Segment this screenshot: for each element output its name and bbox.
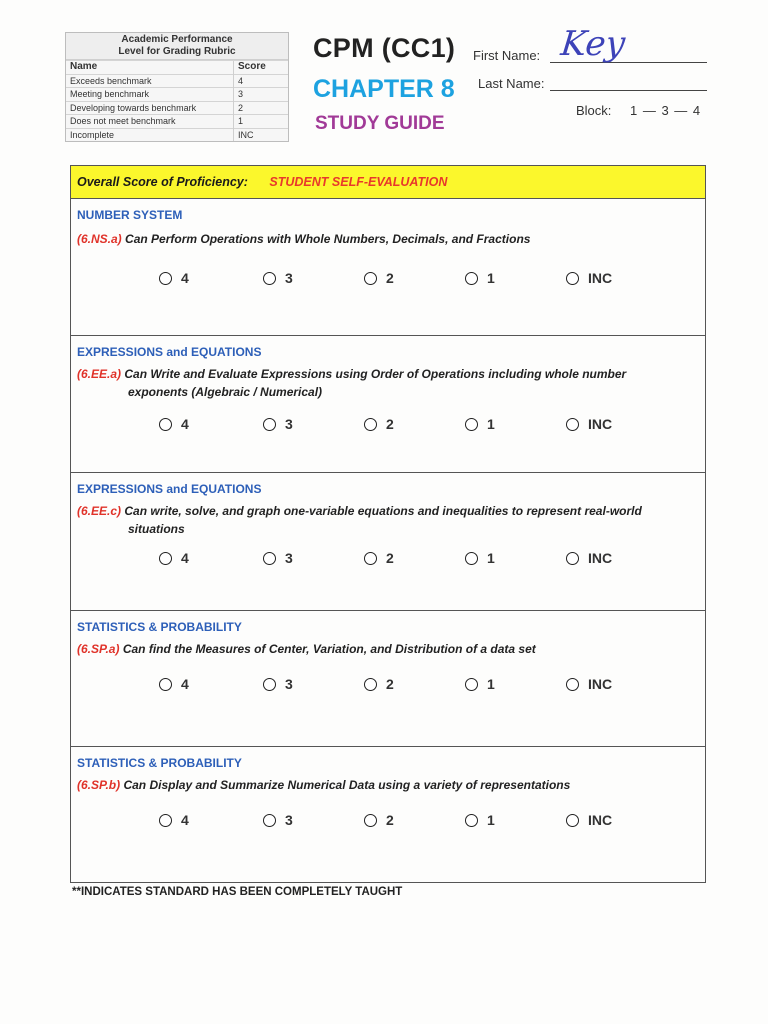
- radio-circle[interactable]: [566, 552, 579, 565]
- score-option-3[interactable]: [263, 414, 293, 434]
- radio-circle[interactable]: [263, 418, 276, 431]
- rubric-table: [66, 60, 288, 141]
- radio-circle[interactable]: [159, 418, 172, 431]
- standard-text: Can Perform Operations with Whole Numbers, Decimals, and Fractions: [125, 232, 531, 246]
- score-option-inc[interactable]: [566, 548, 612, 568]
- radio-circle[interactable]: [159, 678, 172, 691]
- section-standard: [77, 502, 697, 538]
- first-name-label: First Name:: [473, 48, 541, 63]
- overall-score-value: STUDENT SELF-EVALUATION: [269, 175, 448, 189]
- option-label: 3: [285, 416, 293, 432]
- rubric-row-name: Does not meet benchmark: [66, 115, 234, 129]
- score-options: [71, 414, 705, 434]
- section-expressions-equations-c: [71, 472, 705, 610]
- section-expressions-equations-a: [71, 335, 705, 472]
- section-title: EXPRESSIONS and EQUATIONS: [77, 482, 262, 496]
- rubric-row: [66, 128, 288, 141]
- section-statistics-a: [71, 610, 705, 746]
- option-label: 4: [181, 812, 189, 828]
- score-option-inc[interactable]: [566, 414, 612, 434]
- rubric-col-name: Name: [66, 61, 234, 75]
- score-option-1[interactable]: [465, 810, 495, 830]
- score-option-3[interactable]: [263, 674, 293, 694]
- rubric-row-name: Incomplete: [66, 128, 234, 141]
- rubric-header-row: [66, 61, 288, 75]
- score-option-4[interactable]: [159, 268, 189, 288]
- section-title: STATISTICS & PROBABILITY: [77, 620, 242, 634]
- standard-text-cont: situations: [128, 522, 185, 536]
- score-option-2[interactable]: [364, 810, 394, 830]
- grading-rubric: [65, 32, 289, 142]
- rubric-row-name: Meeting benchmark: [66, 88, 234, 102]
- rubric-row-name: Developing towards benchmark: [66, 101, 234, 115]
- option-label: 4: [181, 676, 189, 692]
- block-label: Block:: [576, 103, 612, 118]
- section-statistics-b: [71, 746, 705, 882]
- section-number-system: [71, 199, 705, 335]
- option-label: INC: [588, 550, 613, 566]
- radio-circle[interactable]: [465, 552, 478, 565]
- score-option-2[interactable]: [364, 674, 394, 694]
- standard-code: (6.EE.a): [77, 367, 122, 381]
- overall-score-banner: [71, 166, 705, 199]
- option-label: 2: [386, 550, 394, 566]
- score-option-inc[interactable]: [566, 810, 612, 830]
- block-value: 1 — 3 — 4: [630, 103, 702, 118]
- first-name-value: Key: [558, 24, 627, 64]
- score-options: [71, 810, 705, 830]
- score-option-4[interactable]: [159, 414, 189, 434]
- radio-circle[interactable]: [263, 552, 276, 565]
- chapter-title: CHAPTER 8: [313, 75, 455, 103]
- score-options: [71, 548, 705, 568]
- option-label: 4: [181, 416, 189, 432]
- score-options: [71, 268, 705, 288]
- radio-circle[interactable]: [263, 814, 276, 827]
- rubric-col-score: Score: [234, 61, 289, 75]
- radio-circle[interactable]: [159, 814, 172, 827]
- option-label: 1: [487, 550, 495, 566]
- score-option-4[interactable]: [159, 674, 189, 694]
- self-evaluation-card: [70, 165, 706, 883]
- radio-circle[interactable]: [364, 814, 377, 827]
- option-label: INC: [588, 812, 613, 828]
- standard-text: Can Write and Evaluate Expressions using Order of Operations including whole number: [124, 367, 627, 381]
- section-title: NUMBER SYSTEM: [77, 208, 183, 222]
- rubric-row: [66, 88, 288, 102]
- score-option-2[interactable]: [364, 548, 394, 568]
- rubric-row: [66, 101, 288, 115]
- section-standard: [77, 230, 697, 248]
- radio-circle[interactable]: [465, 272, 478, 285]
- radio-circle[interactable]: [364, 272, 377, 285]
- option-label: 2: [386, 812, 394, 828]
- radio-circle[interactable]: [566, 814, 579, 827]
- score-option-4[interactable]: [159, 810, 189, 830]
- radio-circle[interactable]: [159, 552, 172, 565]
- overall-score-label: Overall Score of Proficiency:: [77, 175, 248, 189]
- option-label: 3: [285, 676, 293, 692]
- option-label: INC: [588, 416, 613, 432]
- option-label: 4: [181, 550, 189, 566]
- last-name-field[interactable]: [550, 90, 707, 91]
- standard-text: Can Display and Summarize Numerical Data using a variety of representations: [123, 778, 571, 792]
- radio-circle[interactable]: [364, 418, 377, 431]
- standard-code: (6.EE.c): [77, 504, 122, 518]
- standard-text: Can write, solve, and graph one-variable equations and inequalities to represent real-world: [124, 504, 642, 518]
- score-option-1[interactable]: [465, 674, 495, 694]
- radio-circle[interactable]: [263, 272, 276, 285]
- option-label: 1: [487, 676, 495, 692]
- study-guide-title: STUDY GUIDE: [315, 113, 445, 134]
- standard-code: (6.SP.b): [77, 778, 121, 792]
- option-label: 3: [285, 812, 293, 828]
- section-standard: [77, 365, 697, 401]
- score-option-2[interactable]: [364, 414, 394, 434]
- radio-circle[interactable]: [465, 418, 478, 431]
- standard-text-cont: exponents (Algebraic / Numerical): [128, 385, 323, 399]
- rubric-row-score: 3: [234, 88, 289, 102]
- radio-circle[interactable]: [465, 814, 478, 827]
- option-label: INC: [588, 270, 613, 286]
- score-option-3[interactable]: [263, 268, 293, 288]
- rubric-row-score: 4: [234, 74, 289, 88]
- score-option-3[interactable]: [263, 810, 293, 830]
- option-label: 3: [285, 550, 293, 566]
- score-option-1[interactable]: [465, 268, 495, 288]
- rubric-title: [66, 33, 288, 60]
- standard-text: Can find the Measures of Center, Variation, and Distribution of a data set: [122, 642, 536, 656]
- radio-circle[interactable]: [263, 678, 276, 691]
- rubric-row-score: 2: [234, 101, 289, 115]
- rubric-title-line2: Level for Grading Rubric: [118, 46, 236, 57]
- last-name-label: Last Name:: [478, 76, 545, 91]
- rubric-row-score: 1: [234, 115, 289, 129]
- option-label: 1: [487, 270, 495, 286]
- section-standard: [77, 776, 697, 794]
- rubric-row: [66, 115, 288, 129]
- option-label: 3: [285, 270, 293, 286]
- option-label: 4: [181, 270, 189, 286]
- rubric-row-score: INC: [234, 128, 289, 141]
- section-title: EXPRESSIONS and EQUATIONS: [77, 345, 262, 359]
- radio-circle[interactable]: [566, 272, 579, 285]
- radio-circle[interactable]: [364, 552, 377, 565]
- radio-circle[interactable]: [566, 418, 579, 431]
- option-label: 1: [487, 416, 495, 432]
- radio-circle[interactable]: [364, 678, 377, 691]
- score-option-3[interactable]: [263, 548, 293, 568]
- standard-code: (6.SP.a): [77, 642, 120, 656]
- score-option-inc[interactable]: [566, 268, 612, 288]
- rubric-row-name: Exceeds benchmark: [66, 74, 234, 88]
- score-option-inc[interactable]: [566, 674, 612, 694]
- section-title: STATISTICS & PROBABILITY: [77, 756, 242, 770]
- standard-code: (6.NS.a): [77, 232, 122, 246]
- radio-circle[interactable]: [465, 678, 478, 691]
- radio-circle[interactable]: [159, 272, 172, 285]
- score-option-2[interactable]: [364, 268, 394, 288]
- option-label: 2: [386, 270, 394, 286]
- score-option-1[interactable]: [465, 414, 495, 434]
- score-options: [71, 674, 705, 694]
- option-label: 2: [386, 676, 394, 692]
- course-title: CPM (CC1): [313, 33, 456, 63]
- footnote: **INDICATES STANDARD HAS BEEN COMPLETELY TAUGHT: [72, 886, 403, 898]
- section-standard: [77, 640, 697, 658]
- rubric-row: [66, 74, 288, 88]
- option-label: 2: [386, 416, 394, 432]
- score-option-1[interactable]: [465, 548, 495, 568]
- radio-circle[interactable]: [566, 678, 579, 691]
- rubric-title-line1: Academic Performance: [121, 34, 233, 45]
- option-label: 1: [487, 812, 495, 828]
- option-label: INC: [588, 676, 613, 692]
- score-option-4[interactable]: [159, 548, 189, 568]
